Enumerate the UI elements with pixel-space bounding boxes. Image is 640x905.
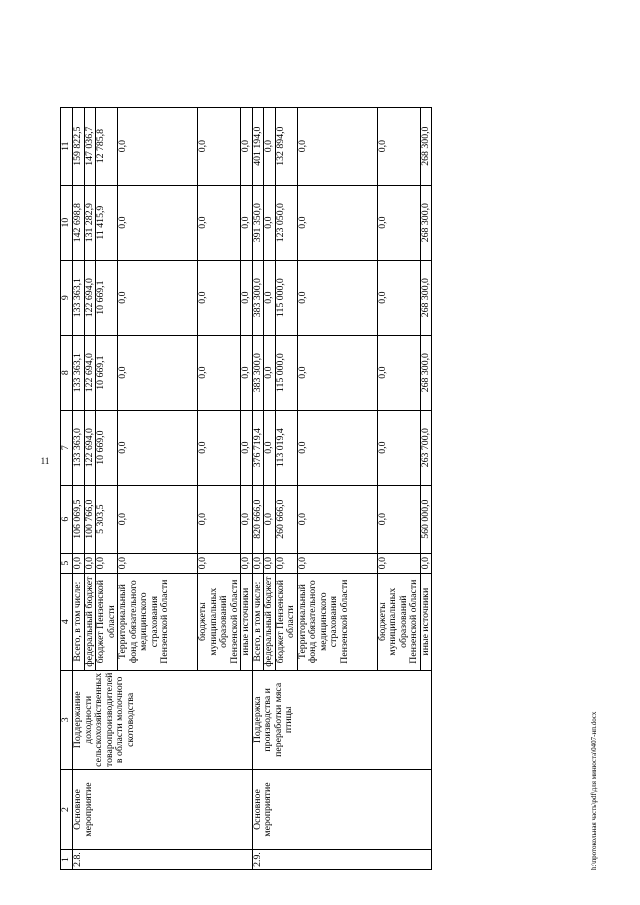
amount-cell: 0,0 bbox=[252, 553, 264, 573]
amount-cell: 113 019,4 bbox=[275, 410, 297, 485]
amount-cell: 0,0 bbox=[297, 553, 377, 573]
amount-cell: 0,0 bbox=[377, 335, 420, 410]
amount-cell: 0,0 bbox=[96, 553, 118, 573]
footer-file-path bbox=[590, 470, 600, 870]
header-cell: 2 bbox=[61, 770, 73, 850]
amount-cell: 0,0 bbox=[118, 260, 198, 335]
amount-cell: 10 669,1 bbox=[96, 260, 118, 335]
amount-cell: 268 300,0 bbox=[420, 185, 432, 260]
amount-cell: 0,0 bbox=[377, 485, 420, 553]
amount-cell: 0,0 bbox=[377, 107, 420, 185]
table-row bbox=[252, 107, 264, 869]
amount-cell: 0,0 bbox=[118, 107, 198, 185]
amount-cell: 159 822,5 bbox=[73, 107, 85, 185]
header-cell: 10 bbox=[61, 185, 73, 260]
header-cell: 4 bbox=[61, 573, 73, 670]
amount-cell: 123 050,0 bbox=[275, 185, 297, 260]
amount-cell: 122 694,0 bbox=[84, 260, 96, 335]
funding-source-cell: Всего, в том числе: bbox=[73, 573, 85, 670]
amount-cell: 122 694,0 bbox=[84, 410, 96, 485]
funding-source-cell: федеральный бюджет bbox=[84, 573, 96, 670]
event-type-cell: Основное мероприятие bbox=[252, 770, 432, 850]
amount-cell: 0,0 bbox=[198, 485, 241, 553]
amount-cell: 820 666,0 bbox=[252, 485, 264, 553]
amount-cell: 263 700,0 bbox=[420, 410, 432, 485]
amount-cell: 0,0 bbox=[241, 553, 253, 573]
amount-cell: 0,0 bbox=[118, 410, 198, 485]
amount-cell: 0,0 bbox=[264, 107, 276, 185]
footer-path-text: h:\протокольная часть\pdf\для минюста\0407-нп.docx bbox=[590, 711, 598, 870]
header-cell: 3 bbox=[61, 670, 73, 769]
table-row bbox=[73, 107, 85, 869]
amount-cell: 132 894,0 bbox=[275, 107, 297, 185]
amount-cell: 0,0 bbox=[198, 335, 241, 410]
amount-cell: 0,0 bbox=[241, 260, 253, 335]
amount-cell: 0,0 bbox=[118, 485, 198, 553]
amount-cell: 383 300,0 bbox=[252, 335, 264, 410]
header-cell: 9 bbox=[61, 260, 73, 335]
landscape-table-container bbox=[60, 30, 583, 870]
budget-table bbox=[60, 107, 432, 870]
amount-cell: 0,0 bbox=[264, 410, 276, 485]
page-number: 11 bbox=[40, 456, 50, 466]
amount-cell: 0,0 bbox=[118, 335, 198, 410]
funding-source-cell: иные источники bbox=[241, 573, 253, 670]
event-name-cell: Поддержка производства и переработки мяса птицы bbox=[252, 670, 432, 769]
amount-cell: 0,0 bbox=[241, 185, 253, 260]
amount-cell: 0,0 bbox=[297, 485, 377, 553]
amount-cell: 0,0 bbox=[241, 485, 253, 553]
amount-cell: 376 719,4 bbox=[252, 410, 264, 485]
amount-cell: 100 766,0 bbox=[84, 485, 96, 553]
amount-cell: 401 194,0 bbox=[252, 107, 264, 185]
amount-cell: 11 415,9 bbox=[96, 185, 118, 260]
amount-cell: 115 000,0 bbox=[275, 260, 297, 335]
amount-cell: 142 698,8 bbox=[73, 185, 85, 260]
amount-cell: 0,0 bbox=[377, 410, 420, 485]
amount-cell: 0,0 bbox=[241, 107, 253, 185]
amount-cell: 106 069,5 bbox=[73, 485, 85, 553]
amount-cell: 0,0 bbox=[297, 410, 377, 485]
header-row bbox=[61, 107, 73, 869]
amount-cell: 268 300,0 bbox=[420, 107, 432, 185]
amount-cell: 0,0 bbox=[264, 485, 276, 553]
amount-cell: 0,0 bbox=[377, 185, 420, 260]
amount-cell: 0,0 bbox=[241, 410, 253, 485]
amount-cell: 12 785,8 bbox=[96, 107, 118, 185]
amount-cell: 383 300,0 bbox=[252, 260, 264, 335]
funding-source-cell: бюджеты муниципальных образований Пензенской области bbox=[377, 573, 420, 670]
amount-cell: 0,0 bbox=[198, 185, 241, 260]
amount-cell: 0,0 bbox=[198, 260, 241, 335]
amount-cell: 131 282,9 bbox=[84, 185, 96, 260]
header-cell: 11 bbox=[61, 107, 73, 185]
header-cell: 8 bbox=[61, 335, 73, 410]
amount-cell: 0,0 bbox=[264, 185, 276, 260]
amount-cell: 0,0 bbox=[118, 185, 198, 260]
amount-cell: 0,0 bbox=[264, 335, 276, 410]
amount-cell: 0,0 bbox=[297, 107, 377, 185]
amount-cell: 260 666,0 bbox=[275, 485, 297, 553]
amount-cell: 10 669,1 bbox=[96, 335, 118, 410]
funding-source-cell: иные источники bbox=[420, 573, 432, 670]
amount-cell: 133 363,1 bbox=[73, 260, 85, 335]
amount-cell: 268 300,0 bbox=[420, 335, 432, 410]
amount-cell: 560 000,0 bbox=[420, 485, 432, 553]
funding-source-cell: бюджет Пензенской области bbox=[275, 573, 297, 670]
row-number-cell: 2.9. bbox=[252, 850, 432, 870]
amount-cell: 0,0 bbox=[198, 107, 241, 185]
amount-cell: 0,0 bbox=[264, 553, 276, 573]
header-cell: 5 bbox=[61, 553, 73, 573]
amount-cell: 0,0 bbox=[297, 260, 377, 335]
header-cell: 6 bbox=[61, 485, 73, 553]
amount-cell: 133 363,0 bbox=[73, 410, 85, 485]
amount-cell: 268 300,0 bbox=[420, 260, 432, 335]
funding-source-cell: федеральный бюджет bbox=[264, 573, 276, 670]
event-name-cell: Поддержание доходности сельскохозяйственных товаропроизводителей в области молочного скотоводства bbox=[73, 670, 253, 769]
amount-cell: 0,0 bbox=[377, 553, 420, 573]
amount-cell: 0,0 bbox=[118, 553, 198, 573]
amount-cell: 122 694,0 bbox=[84, 335, 96, 410]
amount-cell: 0,0 bbox=[297, 335, 377, 410]
amount-cell: 0,0 bbox=[420, 553, 432, 573]
amount-cell: 133 363,1 bbox=[73, 335, 85, 410]
amount-cell: 10 669,0 bbox=[96, 410, 118, 485]
amount-cell: 0,0 bbox=[198, 410, 241, 485]
amount-cell: 0,0 bbox=[84, 553, 96, 573]
funding-source-cell: Всего, в том числе: bbox=[252, 573, 264, 670]
amount-cell: 0,0 bbox=[241, 335, 253, 410]
amount-cell: 0,0 bbox=[198, 553, 241, 573]
funding-source-cell: бюджет Пензенской области bbox=[96, 573, 118, 670]
rotated-page-area bbox=[60, 30, 583, 870]
amount-cell: 0,0 bbox=[377, 260, 420, 335]
header-cell: 7 bbox=[61, 410, 73, 485]
amount-cell: 115 000,0 bbox=[275, 335, 297, 410]
amount-cell: 391 350,0 bbox=[252, 185, 264, 260]
amount-cell: 0,0 bbox=[297, 185, 377, 260]
amount-cell: 0,0 bbox=[275, 553, 297, 573]
funding-source-cell: Территориальный фонд обязательного медицинского страхования Пензенской области bbox=[118, 573, 198, 670]
funding-source-cell: Территориальный фонд обязательного медицинского страхования Пензенской области bbox=[297, 573, 377, 670]
row-number-cell: 2.8. bbox=[73, 850, 253, 870]
amount-cell: 0,0 bbox=[264, 260, 276, 335]
funding-source-cell: бюджеты муниципальных образований Пензенской области bbox=[198, 573, 241, 670]
amount-cell: 0,0 bbox=[73, 553, 85, 573]
event-type-cell: Основное мероприятие bbox=[73, 770, 253, 850]
header-cell: 1 bbox=[61, 850, 73, 870]
amount-cell: 147 036,7 bbox=[84, 107, 96, 185]
amount-cell: 5 303,5 bbox=[96, 485, 118, 553]
